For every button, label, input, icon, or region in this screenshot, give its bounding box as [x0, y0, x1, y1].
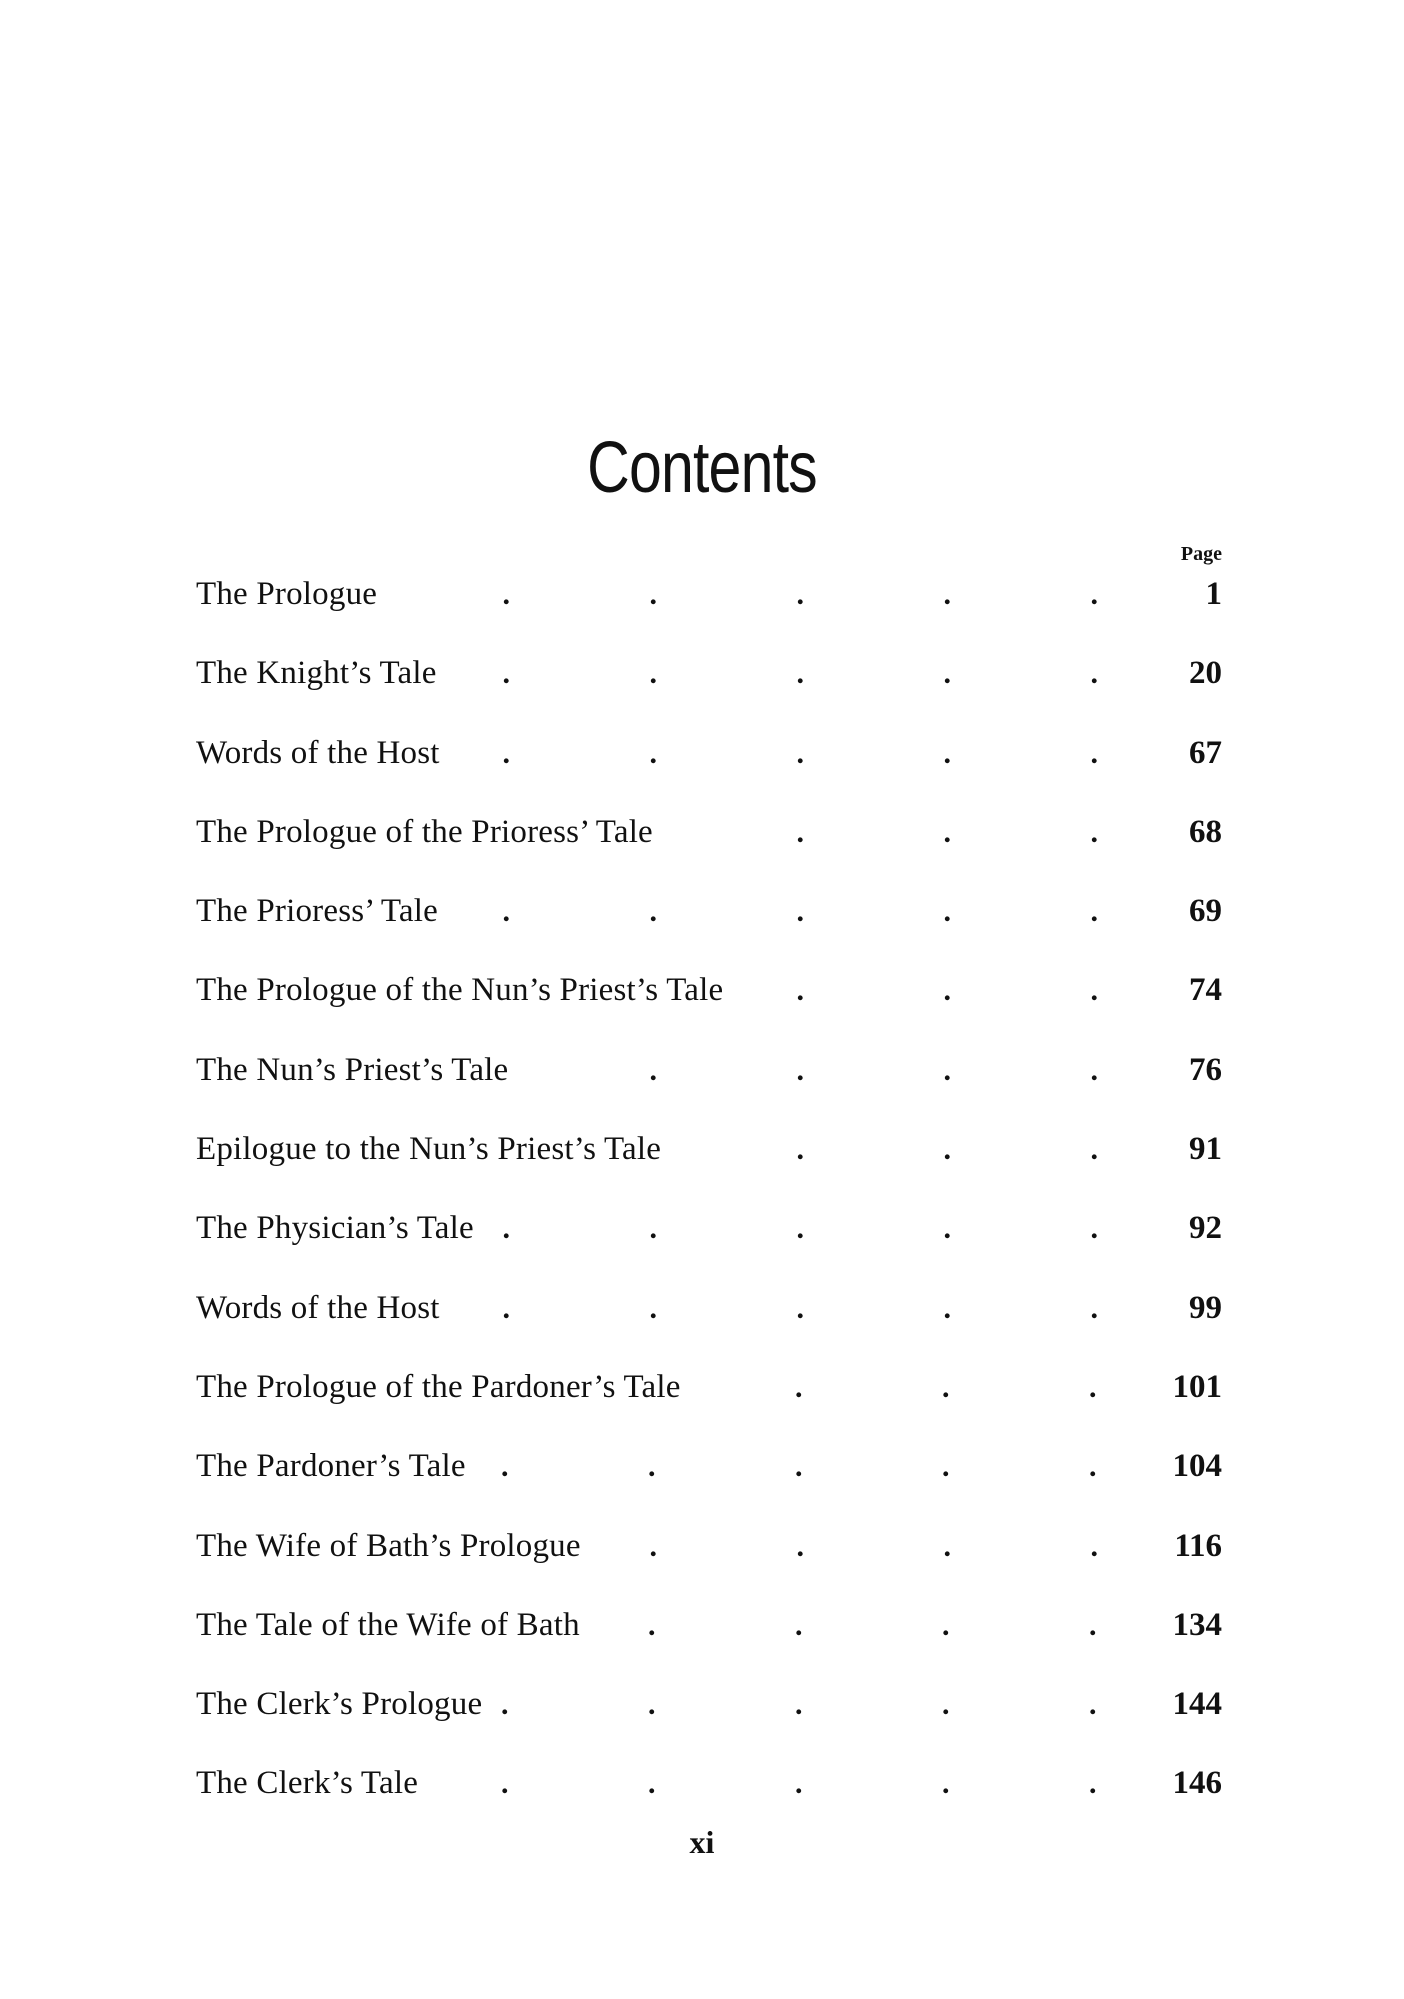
dot-leader [679, 1130, 1164, 1169]
page-title: Contents [587, 428, 817, 508]
toc-entry-title: The Nun’s Priest’s Tale [196, 1051, 509, 1088]
dot-leader [671, 813, 1164, 852]
toc-entry-title: Epilogue to the Nun’s Priest’s Tale [196, 1131, 662, 1168]
toc-entry-page: 144 [1172, 1686, 1222, 1723]
toc-entry [196, 732, 1222, 811]
toc-entry-page: 76 [1189, 1051, 1222, 1088]
toc-entry-page: 74 [1189, 972, 1222, 1009]
page-number-folio: xi [689, 1824, 715, 1860]
toc-entry [196, 1049, 1222, 1128]
dot-leader [526, 1051, 1164, 1090]
toc-entry-title: The Clerk’s Prologue [196, 1686, 483, 1723]
toc-entry [196, 1128, 1222, 1207]
toc-entry-title: The Prologue of the Pardoner’s Tale [196, 1368, 681, 1405]
toc-entry-page: 92 [1189, 1210, 1222, 1247]
dot-leader [500, 1685, 1162, 1724]
toc-entry-page: 91 [1189, 1131, 1222, 1168]
toc-entry-page: 69 [1189, 893, 1222, 930]
toc-entry-page: 101 [1172, 1368, 1222, 1405]
toc-entry [196, 811, 1222, 890]
toc-entry-page: 116 [1174, 1527, 1222, 1564]
toc-entry-title: The Prioress’ Tale [196, 893, 438, 930]
toc-entry-title: The Prologue [196, 576, 378, 612]
toc-entry-title: The Tale of the Wife of Bath [196, 1606, 580, 1643]
toc-entry [196, 1525, 1222, 1604]
dot-leader [455, 654, 1164, 693]
toc-entry [196, 652, 1222, 731]
toc-entry-page: 67 [1189, 734, 1222, 771]
toc-entry [196, 1207, 1222, 1286]
toc-entry-title: The Prologue of the Prioress’ Tale [196, 813, 653, 850]
dot-leader [599, 1527, 1164, 1566]
toc-entry [196, 1445, 1222, 1524]
toc-entry [196, 1366, 1222, 1445]
toc-entry-page: 146 [1172, 1765, 1222, 1802]
toc-entry [196, 1683, 1222, 1762]
toc-entry-title: The Physician’s Tale [196, 1210, 474, 1247]
dot-leader [492, 1209, 1164, 1248]
toc-entry-title: Words of the Host [196, 1289, 440, 1326]
dot-leader [458, 1289, 1164, 1328]
dot-leader [741, 971, 1164, 1010]
toc-entry-page: 20 [1189, 655, 1222, 692]
toc-entry-page: 1 [1205, 576, 1222, 612]
dot-leader [484, 1447, 1163, 1486]
toc-entry [196, 1287, 1222, 1366]
toc-entry-page: 99 [1189, 1289, 1222, 1326]
dot-leader [598, 1606, 1163, 1645]
toc-entry [196, 890, 1222, 969]
toc-entry [196, 1604, 1222, 1683]
toc-entry-page: 134 [1172, 1606, 1222, 1643]
table-of-contents [196, 573, 1222, 1842]
dot-leader [699, 1368, 1163, 1407]
page-column-label: Page [1180, 543, 1222, 565]
toc-entry-title: The Knight’s Tale [196, 655, 437, 692]
toc-entry-title: The Clerk’s Tale [196, 1765, 419, 1802]
toc-entry-page: 68 [1189, 813, 1222, 850]
dot-leader [458, 734, 1164, 773]
toc-entry-page: 104 [1172, 1448, 1222, 1485]
dot-leader [395, 575, 1164, 614]
toc-entry-title: The Pardoner’s Tale [196, 1448, 466, 1485]
toc-entry [196, 969, 1222, 1048]
toc-entry-title: The Prologue of the Nun’s Priest’s Tale [196, 972, 724, 1009]
toc-entry-title: The Wife of Bath’s Prologue [196, 1527, 581, 1564]
dot-leader [436, 1764, 1162, 1803]
toc-entry [196, 573, 1222, 652]
dot-leader [456, 892, 1164, 931]
toc-entry-title: Words of the Host [196, 734, 440, 771]
